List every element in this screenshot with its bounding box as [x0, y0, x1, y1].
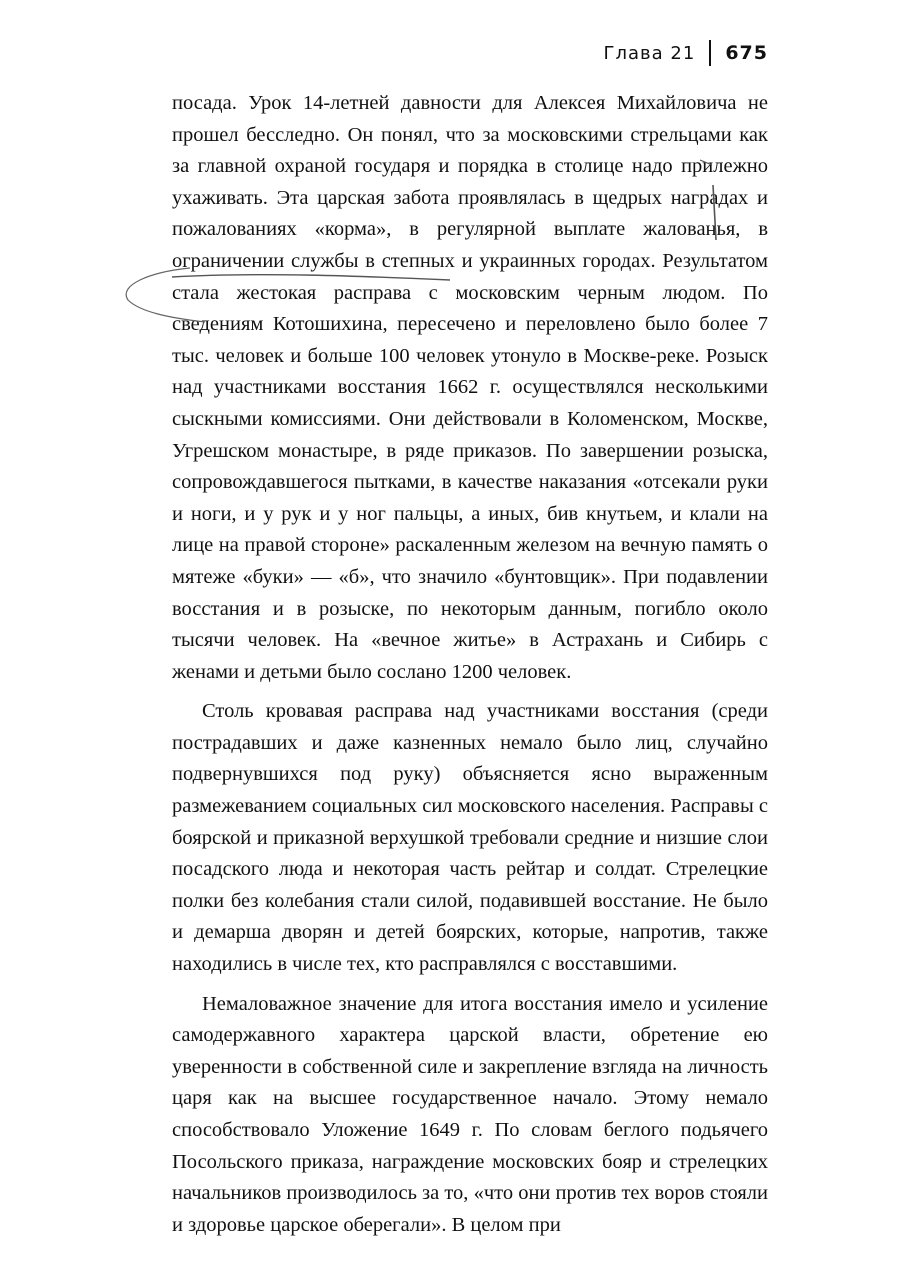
main-text [172, 88, 768, 1241]
paragraph-2: Столь кровавая расправа над участниками восстания (среди пострадавших и даже казненных немало было лиц, случайно подвернувшихся под руку) объясняется ясно выраженным размежеванием социальных сил московского населения. Расправы с боярской и приказной верхушкой требовали средние и низшие слои посадского люда и некоторая часть рейтар и солдат. Стрелецкие полки без колебания стали силой, подавившей восстание. Не было и демарша дворян и детей боярских, которые, напротив, также находились в числе тех, кто расправлялся с восставшими. [172, 700, 768, 976]
page-number: 675 [725, 42, 768, 64]
running-header [604, 40, 768, 66]
chapter-title: Глава 21 [603, 42, 696, 64]
paragraph-1: посада. Урок 14-летней давности для Алексея Михайловича не прошел бесследно. Он понял, что за московскими стрельцами как за главной охраной государя и порядка в столице надо прилежно ухаживать. Эта царская забота проявлялась в щедрых наградах и пожалованиях «корма», в регулярной выплате жалованья, в ограничении службы в степных и украинных городах. Результатом стала жестокая расправа с московским черным людом. По сведениям Котошихина, пересечено и переловлено было более 7 тыс. человек и больше 100 человек утонуло в Москве-реке. Розыск над участниками восстания 1662 г. осуществлялся несколькими сыскными комиссиями. Они действовали в Коломенском, Москве, Угрешском монастыре, в ряде приказов. По завершении розыска, сопровождавшегося пытками, в качестве наказания «отсекали руки и ноги, и у рук и у ног пальцы, а иных, бив кнутьем, и клали на лице на правой стороне» раскаленным железом на вечную память о мятеже «буки» — «б», что значило «бунтовщик». При подавлении восстания и в розыске, по некоторым данным, погибло около тысячи человек. На «вечное житье» в Астрахань и Сибирь с женами и детьми было сослано 1200 человек. [172, 92, 768, 683]
header-divider [709, 40, 711, 66]
paragraph-3: Немаловажное значение для итога восстания имело и усиление самодержавного характера царской власти, обретение ею уверенности в собственной силе и закрепление взгляда на личность царя как на высшее государственное начало. Этому немало способствовало Уложение 1649 г. По словам беглого подьячего Посольского приказа, награждение московских бояр и стрелецких начальников производилось за то, «что они против тех воров стояли и здоровье царское оберегали». В целом при [172, 992, 768, 1236]
